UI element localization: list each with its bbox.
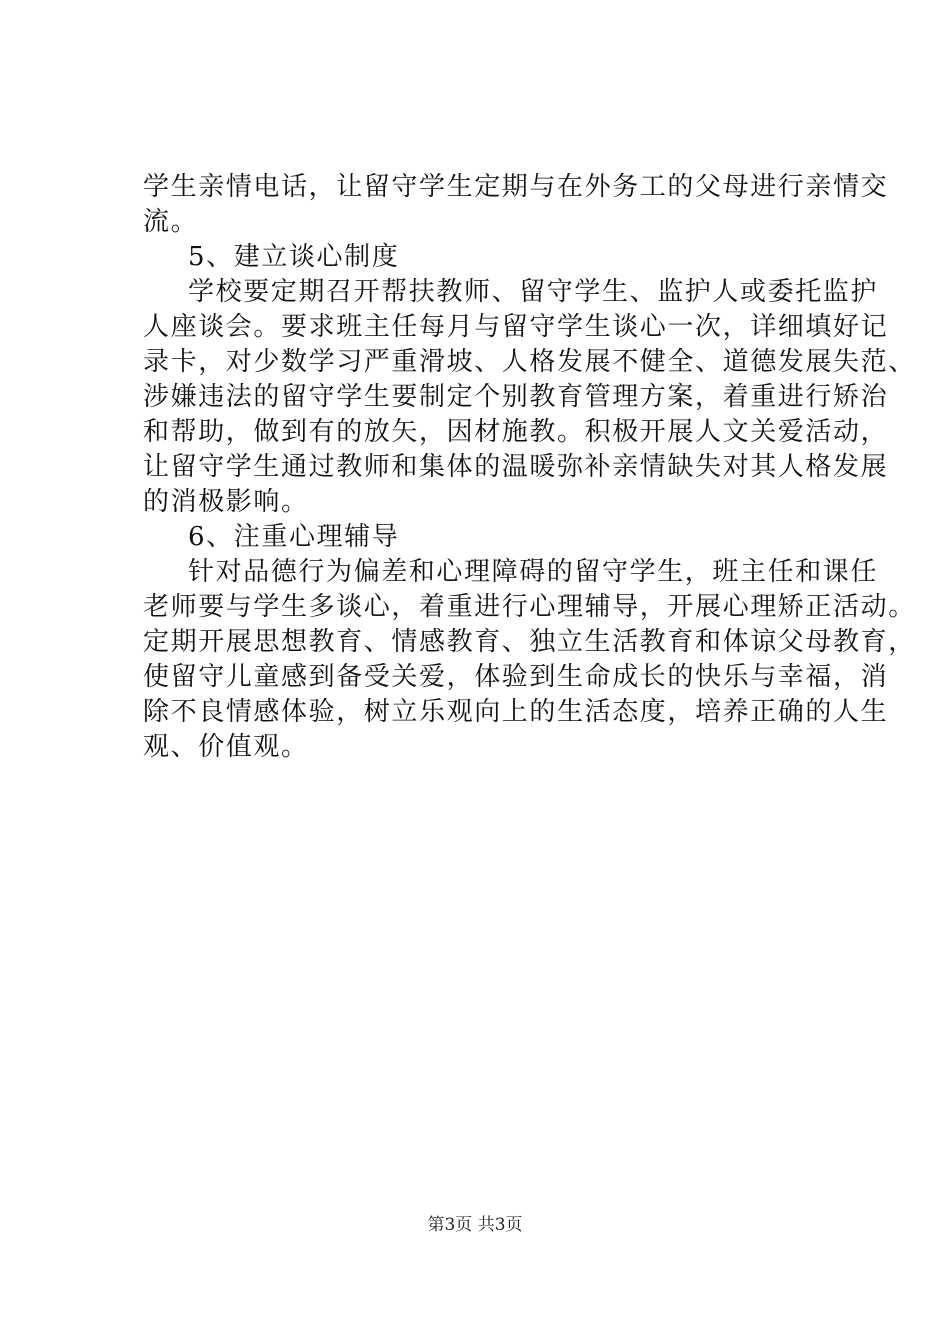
text-line: 流。 bbox=[143, 207, 199, 237]
text-line: 定期开展思想教育、情感教育、独立生活教育和体谅父母教育， bbox=[143, 627, 916, 657]
section-heading-5: 5、建立谈心制度 bbox=[188, 242, 400, 272]
paragraph-first-line: 针对品德行为偏差和心理障碍的留守学生，班主任和课任 bbox=[188, 557, 879, 587]
text-line: 的消极影响。 bbox=[143, 487, 309, 517]
text-line: 人座谈会。要求班主任每月与留守学生谈心一次，详细填好记 bbox=[143, 312, 889, 342]
text-line: 录卡，对少数学习严重滑坡、人格发展不健全、道德发展失范、 bbox=[143, 347, 916, 377]
page-number-footer: 第3页 共3页 bbox=[427, 1215, 523, 1235]
text-line: 让留守学生通过教师和集体的温暖弥补亲情缺失对其人格发展 bbox=[143, 452, 889, 482]
paragraph-first-line: 学校要定期召开帮扶教师、留守学生、监护人或委托监护 bbox=[188, 277, 879, 307]
text-line: 使留守儿童感到备受关爱，体验到生命成长的快乐与幸福，消 bbox=[143, 662, 889, 692]
section-heading-6: 6、注重心理辅导 bbox=[188, 522, 400, 552]
document-body bbox=[143, 170, 916, 765]
text-line: 和帮助，做到有的放矢，因材施教。积极开展人文关爱活动， bbox=[143, 417, 889, 447]
text-line: 学生亲情电话，让留守学生定期与在外务工的父母进行亲情交 bbox=[143, 172, 889, 202]
text-line: 涉嫌违法的留守学生要制定个别教育管理方案，着重进行矫治 bbox=[143, 382, 889, 412]
text-line: 老师要与学生多谈心，着重进行心理辅导，开展心理矫正活动。 bbox=[143, 592, 916, 622]
text-line: 观、价值观。 bbox=[143, 732, 309, 762]
text-line: 除不良情感体验，树立乐观向上的生活态度，培养正确的人生 bbox=[143, 697, 889, 727]
